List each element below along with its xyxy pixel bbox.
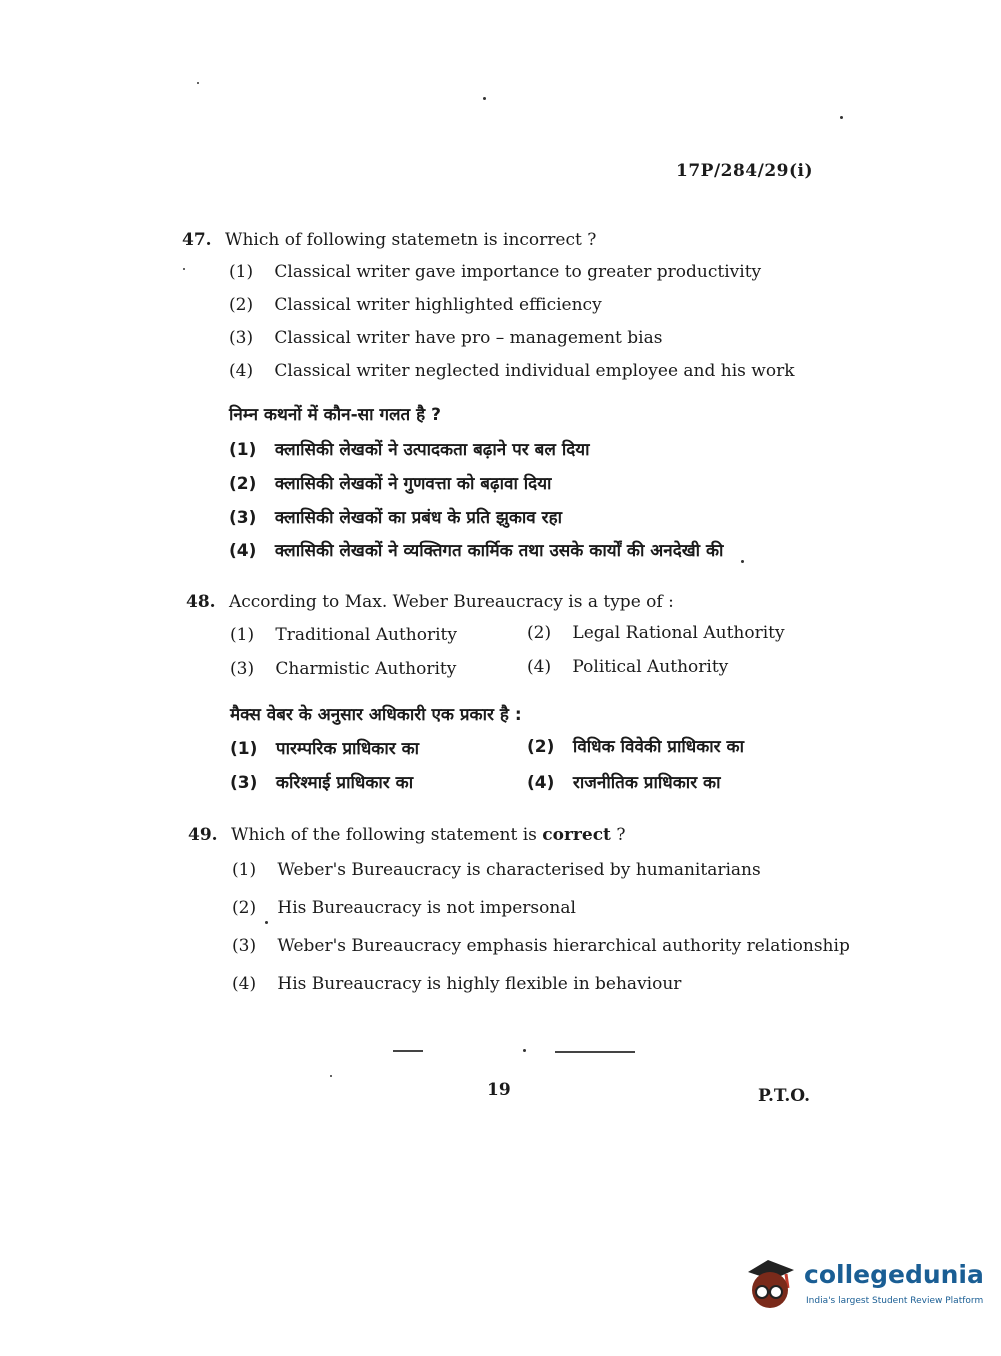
option-number: (2) <box>229 295 254 315</box>
scan-speck <box>523 1049 526 1052</box>
option <box>527 657 728 677</box>
option-number: (3) <box>229 328 254 348</box>
option-text: Charmistic Authority <box>275 659 457 679</box>
scan-speck <box>741 560 744 563</box>
option-text: क्लासिकी लेखकों का प्रबंध के प्रति झुकाव रहा <box>274 508 563 528</box>
option <box>229 295 602 315</box>
option-text: राजनीतिक प्राधिकार का <box>572 773 721 793</box>
hindi-option <box>229 505 562 528</box>
option <box>527 623 785 643</box>
option-text: His Bureaucracy is not impersonal <box>277 898 576 918</box>
option-number: (3) <box>230 773 258 793</box>
scan-speck <box>197 82 199 84</box>
option <box>229 361 795 381</box>
option-number: (1) <box>230 625 255 645</box>
option-number: (4) <box>229 361 254 381</box>
option-text: क्लासिकी लेखकों ने गुणवत्ता को बढ़ावा दिया <box>274 474 552 494</box>
question-text: Which of following statemetn is incorrect ? <box>224 230 597 250</box>
paper-code: 17P/284/29(i) <box>676 161 814 181</box>
option-number: (1) <box>230 739 258 759</box>
collegedunia-brand: collegedunia <box>804 1260 984 1289</box>
option-number: (4) <box>229 541 257 561</box>
option-text: Weber's Bureaucracy emphasis hierarchical authority relationship <box>277 936 850 956</box>
pto-label: P.T.O. <box>758 1086 810 1106</box>
option-text: विधिक विवेकी प्राधिकार का <box>572 737 745 757</box>
scan-mark <box>393 1050 423 1052</box>
hindi-option <box>230 770 413 793</box>
scan-speck <box>183 268 185 270</box>
question-number: 47. <box>182 230 212 250</box>
option-text: Classical writer highlighted efficiency <box>274 295 602 315</box>
option-text: क्लासिकी लेखकों ने उत्पादकता बढ़ाने पर बल दिया <box>274 440 590 460</box>
option-number: (3) <box>229 508 257 528</box>
option-number: (3) <box>230 659 255 679</box>
question-text: According to Max. Weber Bureaucracy is a type of : <box>228 592 674 612</box>
option-number: (2) <box>229 474 257 494</box>
option-number: (1) <box>229 262 254 282</box>
question-number: 48. <box>186 592 216 612</box>
option-text: Classical writer have pro – management bias <box>274 328 663 348</box>
option-text: Classical writer neglected individual employee and his work <box>274 361 795 381</box>
question-48-hindi: मैक्स वेबर के अनुसार अधिकारी एक प्रकार है : <box>230 705 522 725</box>
option-text: Traditional Authority <box>275 625 457 645</box>
option-number: (1) <box>232 860 257 880</box>
option <box>230 625 457 645</box>
option <box>232 898 576 918</box>
question-47 <box>182 230 596 250</box>
option-text: Weber's Bureaucracy is characterised by humanitarians <box>277 860 761 880</box>
option-number: (3) <box>232 936 257 956</box>
option-text: क्लासिकी लेखकों ने व्यक्तिगत कार्मिक तथा उसके कार्यों की अनदेखी की <box>274 541 724 561</box>
option-number: (2) <box>527 623 552 643</box>
option <box>230 659 456 679</box>
option <box>232 936 850 956</box>
option-text: Classical writer gave importance to greater productivity <box>274 262 762 282</box>
question-number: 49. <box>188 825 218 845</box>
option-number: (1) <box>229 440 257 460</box>
question-text: Which of the following statement is <box>230 825 537 845</box>
scan-speck <box>330 1075 332 1077</box>
hindi-option <box>229 538 723 561</box>
scan-speck <box>483 97 486 100</box>
hindi-option <box>229 471 551 494</box>
scan-speck <box>265 921 268 924</box>
option-text: His Bureaucracy is highly flexible in behaviour <box>277 974 682 994</box>
scan-speck <box>840 116 843 119</box>
option <box>229 328 662 348</box>
option <box>229 262 761 282</box>
question-47-hindi: निम्न कथनों में कौन-सा गलत है ? <box>229 405 441 425</box>
option <box>232 860 761 880</box>
collegedunia-mascot-icon <box>742 1252 806 1316</box>
question-mark: ? <box>616 825 626 845</box>
page-number: 19 <box>487 1080 511 1100</box>
hindi-option <box>230 736 419 759</box>
option-number: (2) <box>232 898 257 918</box>
option-number: (2) <box>527 737 555 757</box>
question-49 <box>188 825 625 845</box>
hindi-option <box>527 734 744 757</box>
collegedunia-tagline: India's largest Student Review Platform <box>806 1296 984 1306</box>
option-text: पारम्परिक प्राधिकार का <box>275 739 420 759</box>
question-emphasis: correct <box>542 825 611 845</box>
option-number: (4) <box>232 974 257 994</box>
question-48 <box>186 592 674 612</box>
option-text: करिश्माई प्राधिकार का <box>275 773 414 793</box>
option-number: (4) <box>527 773 555 793</box>
option-text: Legal Rational Authority <box>572 623 785 643</box>
scan-mark <box>555 1051 635 1053</box>
option <box>232 974 681 994</box>
hindi-option <box>527 770 721 793</box>
option-text: Political Authority <box>572 657 729 677</box>
hindi-option <box>229 437 590 460</box>
option-number: (4) <box>527 657 552 677</box>
